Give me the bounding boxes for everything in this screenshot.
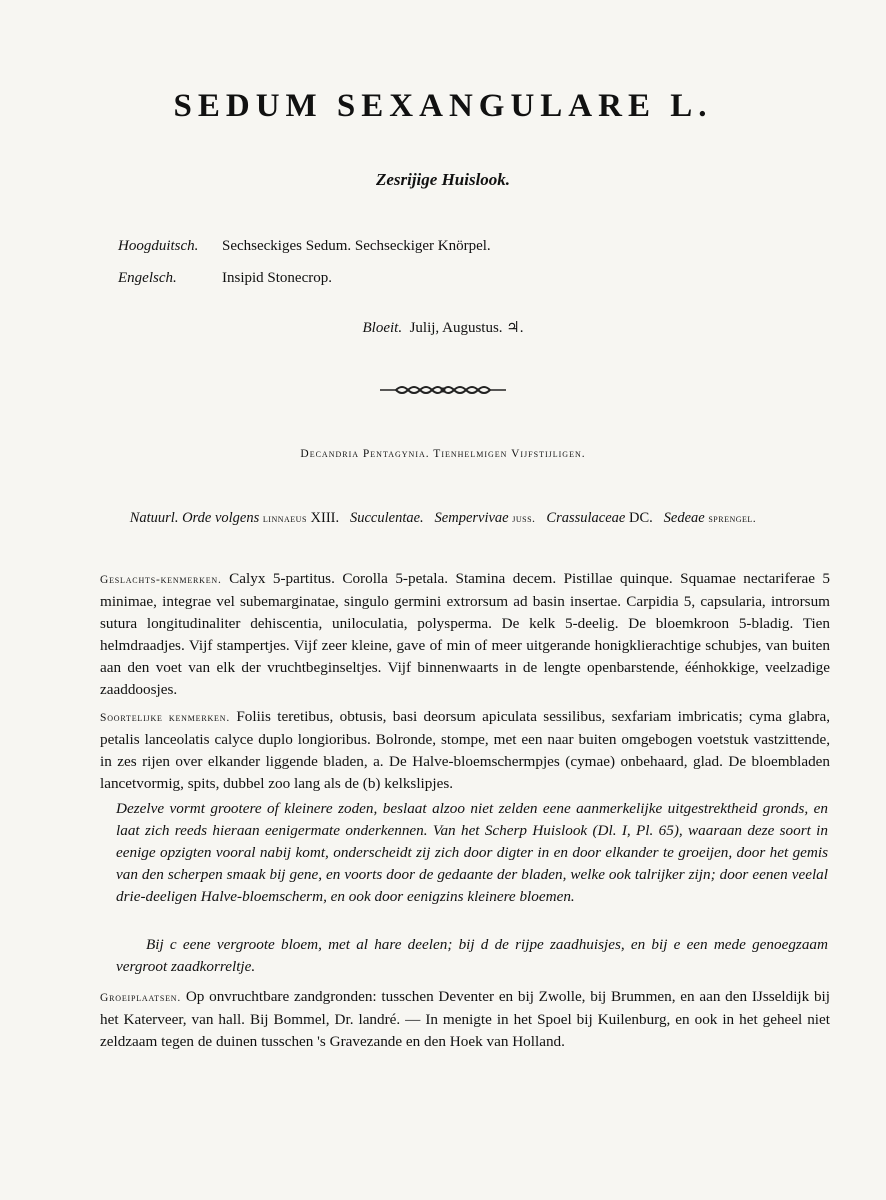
flowering-label: Bloeit. bbox=[362, 320, 403, 336]
habitat-text: Op onvruchtbare zandgronden: tusschen Deventer en bij Zwolle, bij Brummen, en aan den IJsseldijk bij het Katerveer, van hall. Bij Bommel, Dr. landré. — In menigte in het Spoel bij Kuilenburg, en ook in het geheel niet zeldzaam tegen de duinen tusschen 's Gravezande en den Hoek van Holland. bbox=[100, 988, 830, 1050]
orde-xiii: XIII. bbox=[310, 510, 340, 526]
orde-linnaeus: linnaeus bbox=[262, 511, 307, 525]
flowering-period bbox=[0, 318, 886, 337]
habitat-heading: Groeiplaatsen. bbox=[100, 992, 182, 1004]
species-text: Foliis teretibus, obtusis, basi deorsum apiculata sessilibus, sexfariam imbricatis; cyma glabra, petalis lanceolatis calyce duplo longioribus. Bolronde, stompe, met een naar buiten omgebogen voetstuk vastzittende, in zes rijen over elkander liggende bladen, a. De Halve-bloemschermpjes (cymae) onbehaard, glad. De bloembladen lancetvormig, spits, dubbel zoo lang als de (b) kelkslipjes. bbox=[100, 708, 831, 792]
vernacular-names: Sechseckiges Sedum. Sechseckiger Knörpel. bbox=[222, 238, 491, 254]
classification-line: Decandria Pentagynia. Tienhelmigen Vijfstijligen. bbox=[300, 448, 586, 460]
orde-sedeae: Sedeae bbox=[663, 510, 705, 526]
figure-legend-paragraph: Bij c eene vergroote bloem, met al hare deelen; bij d de rijpe zaadhuisjes, en bij e een mede genoegzaam vergroot zaadkorreltje. bbox=[116, 936, 828, 975]
genus-text: Calyx 5-partitus. Corolla 5-petala. Stamina decem. Pistillae quinque. Squamae nectariferae 5 minimae, integrae vel subemarginatae, singulo germini extrorsum ad basin insertae. Carpidia 5, capsularia, introrsum sutura longitudinaliter dehiscentia, uniloculatia, polysperma. De kelk 5-deelig. De bloemkroon 5-bladig. Tien helmdraadjes. Vijf stampertjes. Vijf zeer kleine, gave of min of meer uitgerande honigklierachtige schubjes, van buiten aan den voet van elk der vruchtbeginseltjes. Vijf binnenwaarts in de lengte openbarstende, éénhokkige, veelzadige zaaddoosjes. bbox=[100, 570, 830, 698]
page-subtitle: Zesrijige Huislook. bbox=[375, 170, 511, 189]
vernacular-row-german bbox=[118, 238, 491, 255]
vernacular-row-english bbox=[118, 270, 332, 287]
orde-label: Natuurl. Orde volgens bbox=[129, 510, 260, 526]
genus-heading: Geslachts-kenmerken. bbox=[100, 574, 222, 586]
orde-juss: juss. bbox=[512, 511, 536, 525]
natural-order-line bbox=[0, 510, 886, 527]
orde-sempervivae: Sempervivae bbox=[434, 510, 509, 526]
observation-paragraph: Dezelve vormt grootere of kleinere zoden, beslaat alzoo niet zelden eene aanmerkelijke uitgestrektheid gronds, en laat zich reeds hieraan eenigermate onderkennen. Van het Scherp Huislook (Dl. I, Pl. 65), waaraan deze soort in eenige opzigten vooral nabij komt, onderscheidt zij zich door digter in en door elkander te groeijen, door het gemis van den scherpen smaak bij gene, en voorts door de gedaante der bladen, welke ook talrijker zijn; door eenen veelal drie-deeligen Halve-bloemscherm, en ook door eenigzins kleinere bloemen. bbox=[116, 800, 828, 905]
orde-succulentae: Succulentae. bbox=[349, 510, 424, 526]
orde-dc: DC. bbox=[628, 510, 653, 526]
vernacular-language: Engelsch. bbox=[118, 270, 177, 286]
ornament-icon bbox=[378, 382, 508, 398]
vernacular-language: Hoogduitsch. bbox=[118, 238, 199, 254]
ornament-divider bbox=[0, 382, 886, 402]
species-characteristics bbox=[100, 706, 830, 795]
habitat-paragraph bbox=[100, 986, 830, 1053]
species-heading: Soortelijke kenmerken. bbox=[100, 712, 230, 724]
orde-sprengel: sprengel. bbox=[708, 511, 757, 525]
page-title: SEDUM SEXANGULARE L. bbox=[173, 88, 713, 124]
flowering-value: Julij, Augustus. ♃. bbox=[409, 320, 524, 336]
genus-characteristics bbox=[100, 568, 830, 701]
vernacular-names: Insipid Stonecrop. bbox=[222, 270, 332, 286]
orde-crassulaceae: Crassulaceae bbox=[546, 510, 626, 526]
